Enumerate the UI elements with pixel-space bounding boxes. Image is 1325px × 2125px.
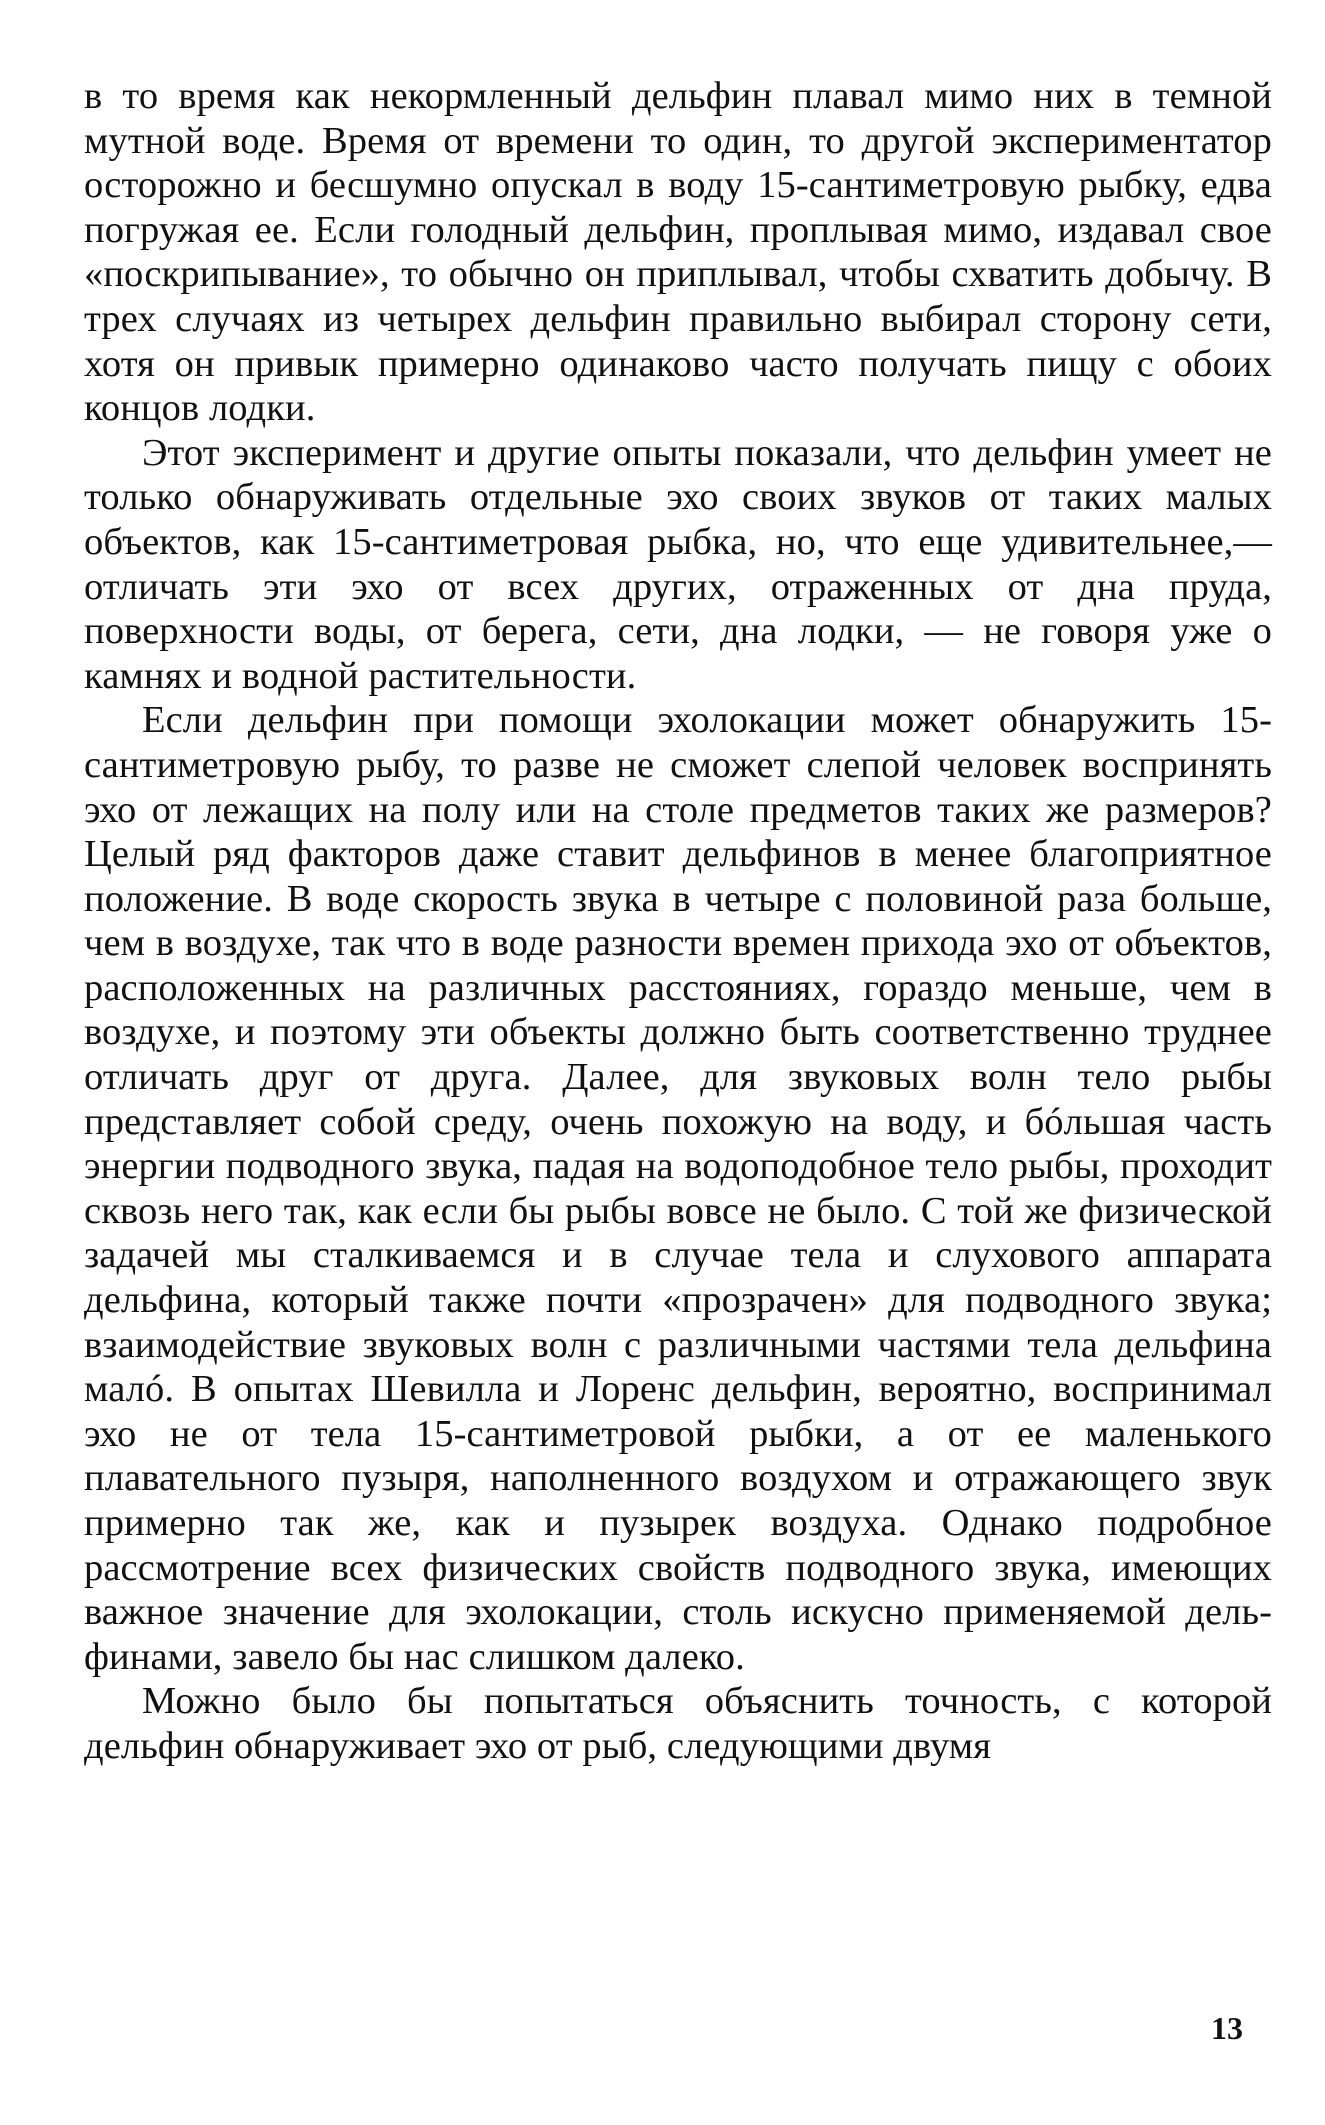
paragraph-2: Этот эксперимент и другие опыты показали, что дельфин умеет не только обнаруживать отдельные эхо своих звуков от таких малых объектов, как 15-сантиметровая рыбка, но, что еще удивительнее,— отличать эти эхо от всех других, отраженных от дна пруда, поверхности воды, от берега, сети, дна лодки, — не говоря уже о камнях и водной растительности.	[84, 431, 1272, 697]
paragraph-3: Если дельфин при помощи эхолокации может обнаружить 15-сантиметровую рыбу, то разве не сможет слепой человек воспринять эхо от лежащих на полу или на столе предметов таких же размеров? Целый ряд факторов даже ставит дельфинов в менее благоприятное положение. В воде скорость звука в четыре с половиной раза больше, чем в воздухе, так что в воде разности времен прихода эхо от объектов, расположенных на различных расстояниях, гораздо меньше, чем в воздухе, и поэтому эти объекты должно быть соответственно труднее отличать друг от друга. Далее, для звуковых волн тело рыбы представляет собой среду, очень похожую на воду, и бóльшая часть энергии подводного звука, падая на водоподобное тело рыбы, проходит сквозь него так, как если бы рыбы вовсе не было. С той же физической задачей мы сталкиваемся и в случае тела и слухового аппарата дельфина, который также почти «прозрачен» для подводного звука; взаимодействие звуковых волн с различными частями тела дельфина малó. В опытах Шевилла и Лоренс дельфин, вероятно, воспринимал эхо не от тела 15-сантиметровой рыбки, а от ее маленького плавательного пузыря, наполненного воздухом и отражающего звук примерно так же, как и пузырек воздуха. Однако подробное рассмотрение всех физических свойств подводного звука, имеющих важное значение для эхолокации, столь искусно применяемой дельфинами, завело бы нас слишком далеко.	[84, 699, 1272, 1678]
page-text	[84, 74, 1272, 1769]
paragraph-1: в то время как некормленный дельфин плавал мимо них в темной мутной воде. Время от времени то один, то другой экспериментатор осторожно и бесшумно опускал в воду 15-сантиметровую рыбку, едва погружая ее. Если голодный дельфин, проплывая мимо, издавал свое «поскрипывание», то обычно он приплывал, чтобы схватить добычу. В трех случаях из четырех дельфин правильно выбирал сторону сети, хотя он привык примерно одинаково часто получать пищу с обоих концов лодки.	[84, 75, 1272, 430]
page-number: 13	[1211, 2010, 1243, 2046]
paragraph-4: Можно было бы попытаться объяснить точность, с которой дельфин обнаруживает эхо от рыб, следующими двумя	[84, 1680, 1272, 1767]
